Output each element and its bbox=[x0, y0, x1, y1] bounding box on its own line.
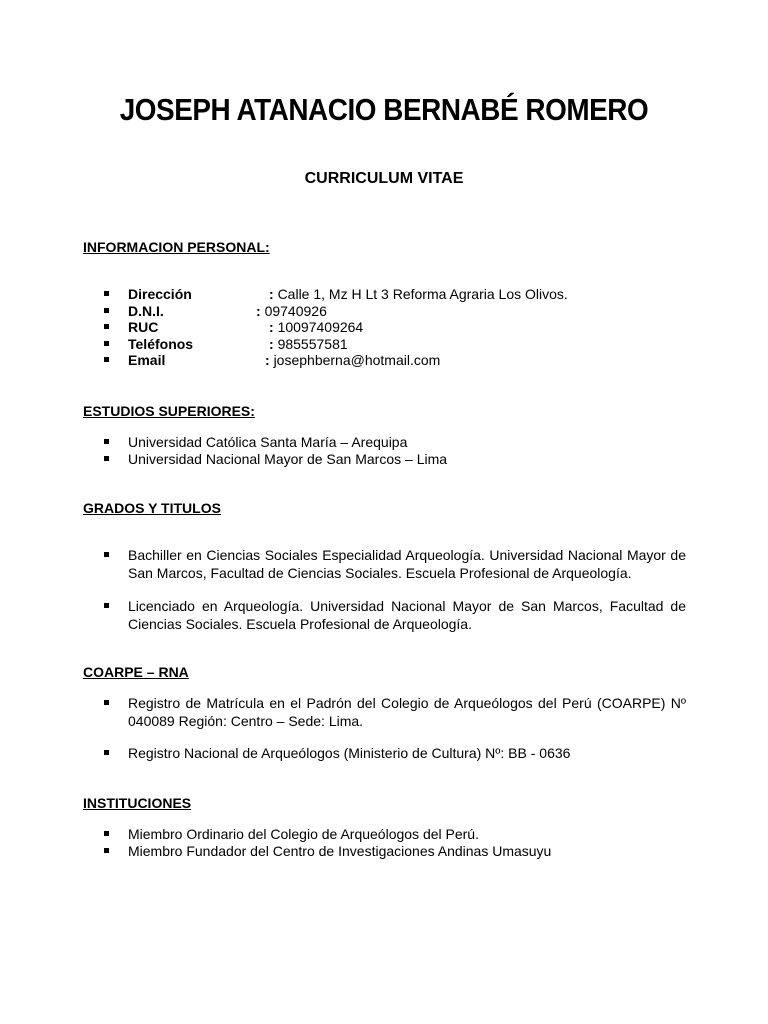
field-label: RUC bbox=[128, 319, 159, 335]
person-name: JOSEPH ATANACIO BERNABÉ ROMERO bbox=[119, 92, 649, 127]
section-heading-estudios: ESTUDIOS SUPERIORES: bbox=[83, 403, 255, 419]
field-separator: : bbox=[269, 286, 274, 302]
field-label: Teléfonos bbox=[128, 335, 194, 352]
field-separator: : bbox=[269, 319, 274, 335]
field-label: Dirección bbox=[128, 286, 192, 302]
field-value: Calle 1, Mz H Lt 3 Reforma Agraria Los Olivos. bbox=[277, 286, 568, 302]
bullet-icon bbox=[104, 456, 109, 461]
list-item-text: Licenciado en Arqueología. Universidad Nacional Mayor de San Marcos, Facultad de Ciencias Sociales. Escuela Profesional de Arqueología. bbox=[128, 598, 686, 632]
list-item bbox=[104, 826, 551, 843]
section-heading-personal: INFORMACION PERSONAL: bbox=[83, 239, 270, 255]
field-separator: : bbox=[269, 335, 274, 352]
list-item bbox=[104, 451, 447, 468]
list-item bbox=[104, 745, 686, 763]
field-label: Email bbox=[128, 352, 166, 368]
field-value: 985557581 bbox=[277, 335, 348, 352]
bullet-icon bbox=[104, 552, 109, 557]
field-value: josephberna@hotmail.com bbox=[273, 352, 441, 368]
estudios-list bbox=[104, 434, 447, 467]
bullet-icon bbox=[104, 341, 109, 346]
bullet-icon bbox=[104, 439, 109, 444]
section-heading-coarpe: COARPE – RNA bbox=[83, 664, 189, 680]
bullet-icon bbox=[104, 357, 109, 362]
bullet-icon bbox=[104, 308, 109, 313]
list-item bbox=[104, 434, 447, 451]
document-subtitle: CURRICULUM VITAE bbox=[304, 170, 464, 187]
list-item bbox=[104, 547, 686, 582]
list-item-text: Bachiller en Ciencias Sociales Especialidad Arqueología. Universidad Nacional Mayor de San Marcos, Facultad de Ciencias Sociales. Escuela Profesional de Arqueología. bbox=[128, 547, 686, 581]
personal-item-telefonos bbox=[104, 336, 568, 353]
list-item-text: Miembro Ordinario del Colegio de Arqueólogos del Perú. bbox=[128, 826, 479, 842]
list-item-text: Registro de Matrícula en el Padrón del Colegio de Arqueólogos del Perú (COARPE) Nº 040089 Región: Centro – Sede: Lima. bbox=[128, 695, 686, 729]
personal-item-direccion bbox=[104, 286, 568, 303]
personal-item-email bbox=[104, 352, 568, 369]
list-item bbox=[104, 843, 551, 860]
instituciones-list bbox=[104, 826, 551, 859]
list-item-text: Universidad Nacional Mayor de San Marcos – Lima bbox=[128, 450, 448, 467]
bullet-icon bbox=[104, 324, 109, 329]
list-item bbox=[104, 695, 686, 730]
list-item-text: Miembro Fundador del Centro de Investigaciones Andinas Umasuyu bbox=[128, 842, 552, 859]
field-separator: : bbox=[265, 352, 270, 368]
bullet-icon bbox=[104, 291, 109, 296]
list-item-text: Registro Nacional de Arqueólogos (Ministerio de Cultura) Nº: BB - 0636 bbox=[128, 745, 571, 761]
bullet-icon bbox=[104, 848, 109, 853]
bullet-icon bbox=[104, 603, 109, 608]
field-value: 09740926 bbox=[264, 302, 327, 319]
list-item-text: Universidad Católica Santa María – Arequipa bbox=[128, 434, 408, 450]
section-heading-grados: GRADOS Y TITULOS bbox=[83, 500, 221, 516]
bullet-icon bbox=[104, 700, 109, 705]
personal-info-list bbox=[104, 286, 568, 369]
section-heading-instituciones: INSTITUCIONES bbox=[83, 795, 192, 811]
field-label: D.N.I. bbox=[128, 302, 164, 319]
personal-item-ruc bbox=[104, 319, 568, 336]
personal-item-dni bbox=[104, 303, 568, 320]
field-value: 10097409264 bbox=[277, 319, 364, 335]
list-item bbox=[104, 598, 686, 633]
bullet-icon bbox=[104, 750, 109, 755]
field-separator: : bbox=[256, 302, 261, 319]
bullet-icon bbox=[104, 831, 109, 836]
